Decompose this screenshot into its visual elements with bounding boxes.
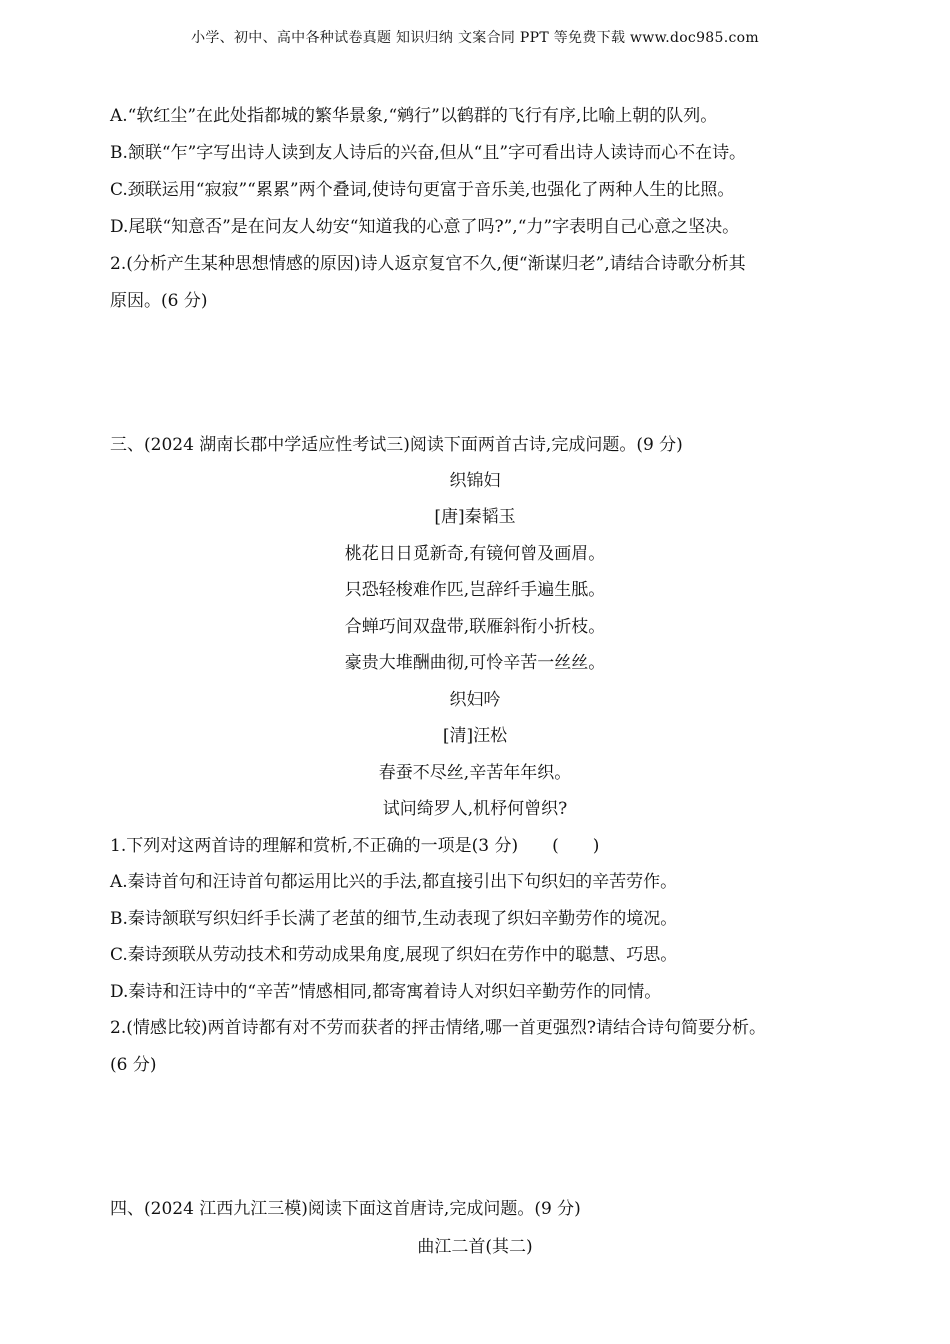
section3-option-d: D.秦诗和汪诗中的“辛苦”情感相同,都寄寓着诗人对织妇辛勤劳作的同情。	[110, 982, 662, 1002]
part2-option-a: A.“软红尘”在此处指都城的繁华景象,“鹓行”以鹤群的飞行有序,比喻上朝的队列。	[110, 106, 718, 126]
section3-option-c: C.秦诗颈联从劳动技术和劳动成果角度,展现了织妇在劳作中的聪慧、巧思。	[110, 945, 678, 965]
section4-poem-title: 曲江二首(其二)	[417, 1237, 533, 1257]
poem1-title: 织锦妇	[449, 471, 501, 491]
section3-question1: 1.下列对这两首诗的理解和赏析,不正确的一项是(3 分) ( )	[110, 836, 600, 856]
poem2-title: 织妇吟	[449, 690, 501, 710]
poem1-line: 豪贵大堆酬曲彻,可怜辛苦一丝丝。	[344, 653, 606, 673]
poem1-line: 桃花日日觅新奇,有镜何曾及画眉。	[344, 544, 606, 564]
section3-question2-line2: (6 分)	[110, 1055, 157, 1075]
part2-option-d: D.尾联“知意否”是在问友人幼安“知道我的心意了吗?”,“力”字表明自己心意之坚决。	[110, 217, 740, 237]
section4-heading: 四、(2024 江西九江三模)阅读下面这首唐诗,完成问题。(9 分)	[110, 1199, 581, 1219]
section3-option-b: B.秦诗颔联写织妇纤手长满了老茧的细节,生动表现了织妇辛勤劳作的境况。	[110, 909, 678, 929]
part2-option-c: C.颈联运用“寂寂”“累累”两个叠词,使诗句更富于音乐美,也强化了两种人生的比照。	[110, 180, 735, 200]
section3-heading: 三、(2024 湖南长郡中学适应性考试三)阅读下面两首古诗,完成问题。(9 分)	[110, 435, 683, 455]
part2-question2-line2: 原因。(6 分)	[110, 291, 208, 311]
poem1-line: 只恐轻梭难作匹,岂辞纤手遍生胝。	[344, 580, 606, 600]
poem1-line: 合蝉巧间双盘带,联雁斜衔小折枝。	[344, 617, 606, 637]
poem2-author: [清]汪松	[442, 726, 508, 746]
poem2-line: 春蚕不尽丝,辛苦年年织。	[378, 763, 572, 783]
part2-question2-line1: 2.(分析产生某种思想情感的原因)诗人返京复官不久,便“渐谋归老”,请结合诗歌分析其	[110, 254, 746, 274]
section3-option-a: A.秦诗首句和汪诗首句都运用比兴的手法,都直接引出下句织妇的辛苦劳作。	[110, 872, 678, 892]
part2-option-b: B.颔联“乍”字写出诗人读到友人诗后的兴奋,但从“且”字可看出诗人读诗而心不在诗。	[110, 143, 747, 163]
section3-question2-line1: 2.(情感比较)两首诗都有对不劳而获者的抨击情绪,哪一首更强烈?请结合诗句简要分析。	[110, 1018, 767, 1038]
poem2-line: 试问绮罗人,机杼何曾织?	[382, 799, 568, 819]
poem1-author: [唐]秦韬玉	[434, 507, 516, 527]
page-header: 小学、初中、高中各种试卷真题 知识归纳 文案合同 PPT 等免费下载 www.doc985.com	[191, 30, 759, 46]
